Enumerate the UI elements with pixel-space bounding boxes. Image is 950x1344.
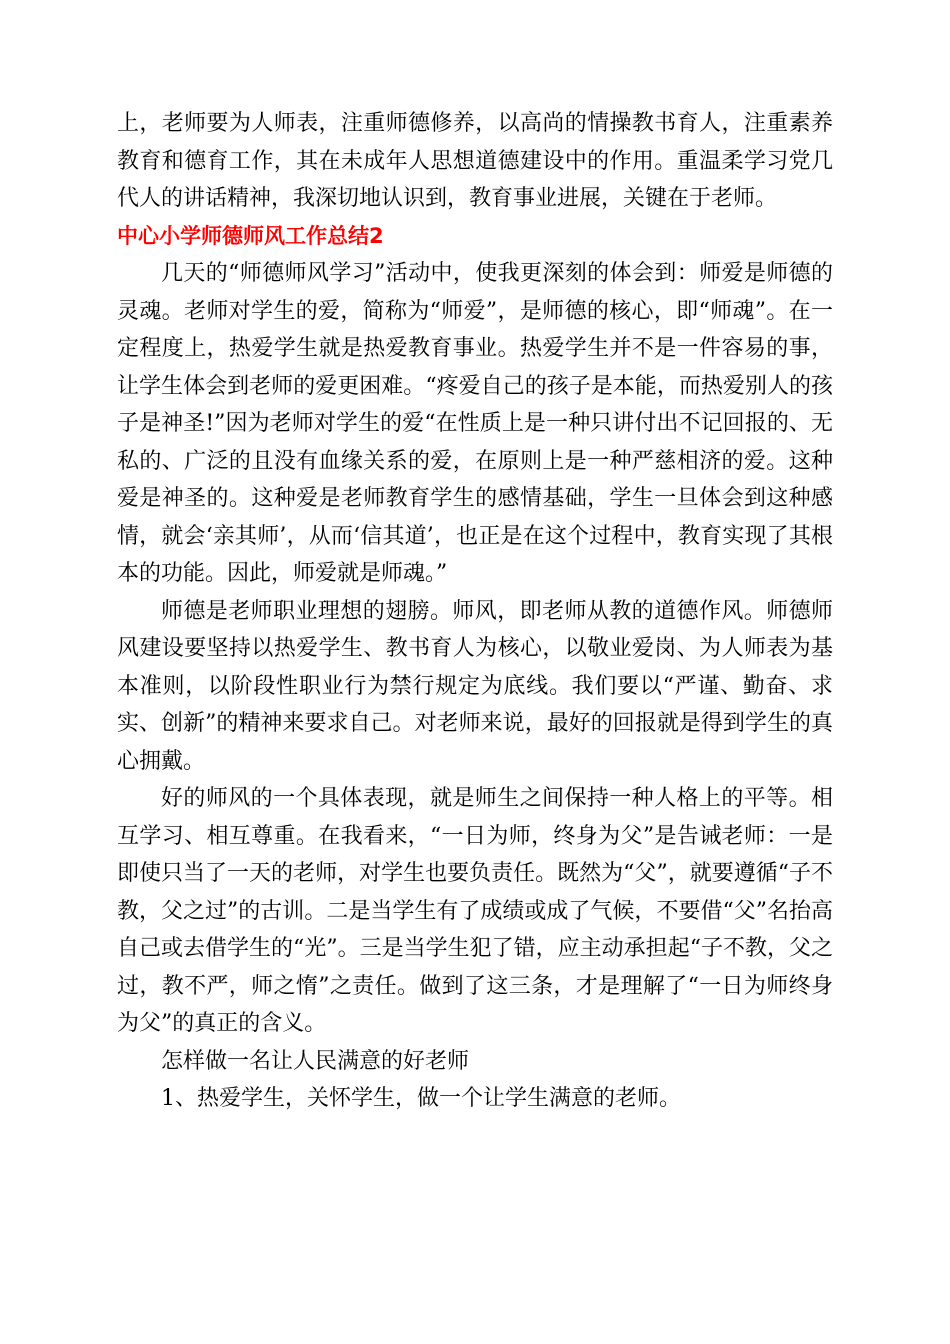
- body-paragraph-1: 几天的“师德师风学习”活动中，使我更深刻的体会到：师爱是师德的灵魂。老师对学生的爱，简称为“师爱”，是师德的核心，即“师魂”。在一定程度上，热爱学生就是热爱教育事业。热爱学生并不是一件容易的事，让学生体会到老师的爱更困难。“疼爱自己的孩子是本能，而热爱别人的孩子是神圣!”因为老师对学生的爱“在性质上是一种只讲付出不记回报的、无私的、广泛的且没有血缘关系的爱，在原则上是一种严慈相济的爱。这种爱是神圣的。这种爱是老师教育学生的感情基础，学生一旦体会到这种感情，就会‘亲其师’，从而‘信其道’，也正是在这个过程中，教育实现了其根本的功能。因此，师爱就是师魂。”: [117, 261, 833, 586]
- section-heading: 中心小学师德师风工作总结2: [117, 223, 384, 248]
- list-item-1: 1、热爱学生，关怀学生，做一个让学生满意的老师。: [161, 1086, 681, 1111]
- intro-paragraph: 上，老师要为人师表，注重师德修养，以高尚的情操教书育人，注重素养教育和德育工作，其在未成年人思想道德建设中的作用。重温柔学习党几代人的讲话精神，我深切地认识到，教育事业进展，关键在于老师。: [117, 111, 833, 211]
- subheading-paragraph: 怎样做一名让人民满意的好老师: [161, 1048, 470, 1074]
- body-paragraph-2: 师德是老师职业理想的翅膀。师风，即老师从教的道德作风。师德师风建设要坚持以热爱学生、教书育人为核心，以敬业爱岗、为人师表为基本准则，以阶段性职业行为禁行规定为底线。我们要以“严谨、勤奋、求实、创新”的精神来要求自己。对老师来说，最好的回报就是得到学生的真心拥戴。: [117, 598, 833, 774]
- document-body: [117, 105, 833, 1118]
- body-paragraph-3: 好的师风的一个具体表现，就是师生之间保持一种人格上的平等。相互学习、相互尊重。在我看来，“一日为师，终身为父”是告诫老师：一是即使只当了一天的老师，对学生也要负责任。既然为“父”，就要遵循“子不教，父之过”的古训。二是当学生有了成绩或成了气候，不要借“父”名抬高自己或去借学生的“光”。三是当学生犯了错，应主动承担起“子不教，父之过，教不严，师之惰”之责任。做到了这三条，才是理解了“一日为师终身为父”的真正的含义。: [117, 786, 833, 1036]
